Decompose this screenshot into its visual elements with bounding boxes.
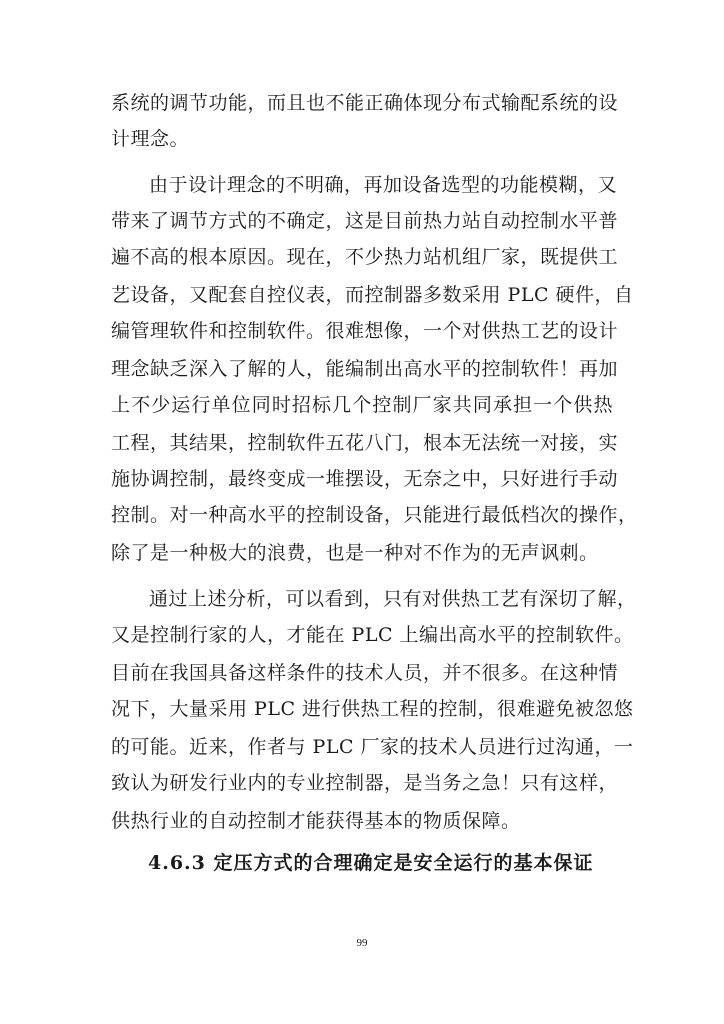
paragraph-line: 计理念。 bbox=[111, 128, 190, 150]
paragraph-line: 目前在我国具备这样条件的技术人员，并不很多。在这种情 bbox=[111, 662, 619, 684]
paragraph-line: 带来了调节方式的不确定，这是目前热力站自动控制水平普 bbox=[111, 210, 619, 232]
paragraph-line: 又是控制行家的人，才能在 PLC 上编出高水平的控制软件。 bbox=[111, 624, 634, 646]
paragraph-line: 由于设计理念的不明确，再加设备选型的功能模糊，又 bbox=[149, 174, 618, 196]
page-number: 99 bbox=[356, 937, 368, 949]
paragraph-line: 况下，大量采用 PLC 进行供热工程的控制，很难避免被忽悠 bbox=[111, 698, 634, 720]
paragraph-line: 上不少运行单位同时招标几个控制厂家共同承担一个供热 bbox=[111, 394, 613, 416]
paragraph-line: 除了是一种极大的浪费，也是一种对不作为的无声讽刺。 bbox=[111, 542, 599, 564]
paragraph-line: 工程，其结果，控制软件五花八门，根本无法统一对接，实 bbox=[111, 432, 619, 454]
paragraph-line: 遍不高的根本原因。现在，不少热力站机组厂家，既提供工 bbox=[111, 246, 619, 268]
paragraph-line: 理念缺乏深入了解的人，能编制出高水平的控制软件！再加 bbox=[111, 358, 619, 380]
paragraph-line: 致认为研发行业内的专业控制器，是当务之急！只有这样， bbox=[111, 772, 619, 794]
paragraph-line: 通过上述分析，可以看到，只有对供热工艺有深切了解， bbox=[149, 588, 637, 610]
paragraph-line: 施协调控制，最终变成一堆摆设，无奈之中，只好进行手动 bbox=[111, 468, 619, 490]
paragraph-line: 的可能。近来，作者与 PLC 厂家的技术人员进行过沟通，一 bbox=[111, 736, 634, 758]
paragraph-line: 编管理软件和控制软件。很难想像，一个对供热工艺的设计 bbox=[111, 320, 619, 342]
section-heading: 4.6.3 定压方式的合理确定是安全运行的基本保证 bbox=[148, 852, 594, 874]
paragraph-line: 系统的调节功能，而且也不能正确体现分布式输配系统的设 bbox=[111, 92, 619, 114]
paragraph-line: 控制。对一种高水平的控制设备，只能进行最低档次的操作， bbox=[111, 504, 638, 526]
paragraph-line: 艺设备，又配套自控仪表，而控制器多数采用 PLC 硬件，自 bbox=[111, 284, 634, 306]
paragraph-line: 供热行业的自动控制才能获得基本的物质保障。 bbox=[111, 810, 521, 832]
